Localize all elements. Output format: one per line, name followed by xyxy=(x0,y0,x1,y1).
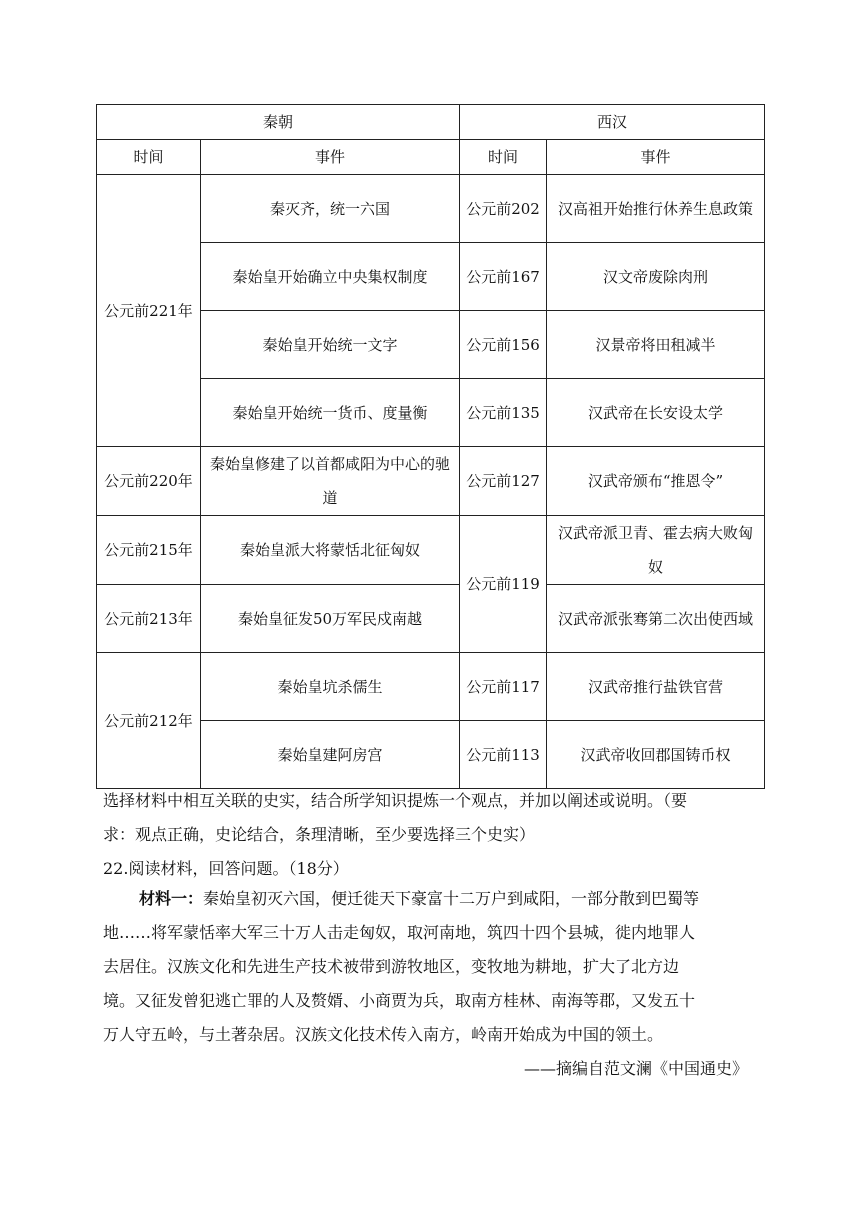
qin-event-cell: 秦始皇修建了以首都咸阳为中心的驰道 xyxy=(201,447,460,516)
han-event-cell: 汉文帝废除肉刑 xyxy=(547,243,765,311)
qin-time-header: 时间 xyxy=(97,140,201,175)
han-event-cell: 汉武帝派张骞第二次出使西域 xyxy=(547,585,765,653)
qin-header: 秦朝 xyxy=(97,105,460,140)
instruction-line-1: 选择材料中相互关联的史实，结合所学知识提炼一个观点，并加以阐述或说明。（要 xyxy=(103,791,688,810)
han-time-cell: 公元前113 xyxy=(460,721,547,789)
han-event-cell: 汉高祖开始推行休养生息政策 xyxy=(547,175,765,243)
qin-event-cell: 秦始皇建阿房宫 xyxy=(201,721,460,789)
han-time-cell: 公元前127 xyxy=(460,447,547,516)
material-source: ——摘编自范文澜《中国通史》 xyxy=(523,1059,748,1078)
qin-event-cell: 秦始皇征发50万军民戍南越 xyxy=(201,585,460,653)
material-paragraph-line-3: 去居住。汉族文化和先进生产技术被带到游牧地区，变牧地为耕地，扩大了北方边 xyxy=(103,957,680,976)
han-event-cell: 汉武帝在长安设太学 xyxy=(547,379,765,447)
han-time-cell: 公元前135 xyxy=(460,379,547,447)
material-paragraph-line-4: 境。又征发曾犯逃亡罪的人及赘婿、小商贾为兵，取南方桂林、南海等郡，又发五十 xyxy=(103,991,696,1010)
qin-time-cell: 公元前220年 xyxy=(97,447,201,516)
qin-event-cell: 秦始皇开始统一货币、度量衡 xyxy=(201,379,460,447)
han-event-cell: 汉武帝推行盐铁官营 xyxy=(547,653,765,721)
qin-event-cell: 秦始皇开始确立中央集权制度 xyxy=(201,243,460,311)
material-paragraph-line-1 xyxy=(139,882,763,916)
qin-time-cell: 公元前215年 xyxy=(97,516,201,585)
qin-event-cell: 秦始皇开始统一文字 xyxy=(201,311,460,379)
han-time-header: 时间 xyxy=(460,140,547,175)
han-time-cell: 公元前202 xyxy=(460,175,547,243)
history-timeline-table xyxy=(96,104,765,789)
qin-event-cell: 秦始皇坑杀儒生 xyxy=(201,653,460,721)
question-title: 22.阅读材料，回答问题。（18分） xyxy=(103,859,349,878)
han-header: 西汉 xyxy=(460,105,765,140)
qin-time-cell: 公元前212年 xyxy=(97,653,201,789)
qin-event-header: 事件 xyxy=(201,140,460,175)
han-event-cell: 汉武帝收回郡国铸币权 xyxy=(547,721,765,789)
qin-event-cell: 秦始皇派大将蒙恬北征匈奴 xyxy=(201,516,460,585)
han-event-header: 事件 xyxy=(547,140,765,175)
han-event-cell: 汉武帝派卫青、霍去病大败匈奴 xyxy=(547,516,765,585)
material-text: 秦始皇初灭六国，便迁徙天下豪富十二万户到咸阳，一部分散到巴蜀等 xyxy=(203,889,700,908)
qin-event-cell: 秦灭齐，统一六国 xyxy=(201,175,460,243)
han-event-cell: 汉武帝颁布“推恩令” xyxy=(547,447,765,516)
han-time-cell: 公元前156 xyxy=(460,311,547,379)
han-time-cell: 公元前119 xyxy=(460,516,547,653)
han-event-cell: 汉景帝将田租减半 xyxy=(547,311,765,379)
instruction-line-2: 求：观点正确，史论结合，条理清晰，至少要选择三个史实） xyxy=(103,825,536,844)
qin-time-cell: 公元前221年 xyxy=(97,175,201,447)
qin-time-cell: 公元前213年 xyxy=(97,585,201,653)
material-paragraph-line-2: 地……将军蒙恬率大军三十万人击走匈奴，取河南地，筑四十四个县城，徙内地罪人 xyxy=(103,923,696,942)
material-label: 材料一： xyxy=(139,889,204,908)
han-time-cell: 公元前117 xyxy=(460,653,547,721)
material-paragraph-line-5: 万人守五岭，与土著杂居。汉族文化技术传入南方，岭南开始成为中国的领土。 xyxy=(103,1025,664,1044)
han-time-cell: 公元前167 xyxy=(460,243,547,311)
